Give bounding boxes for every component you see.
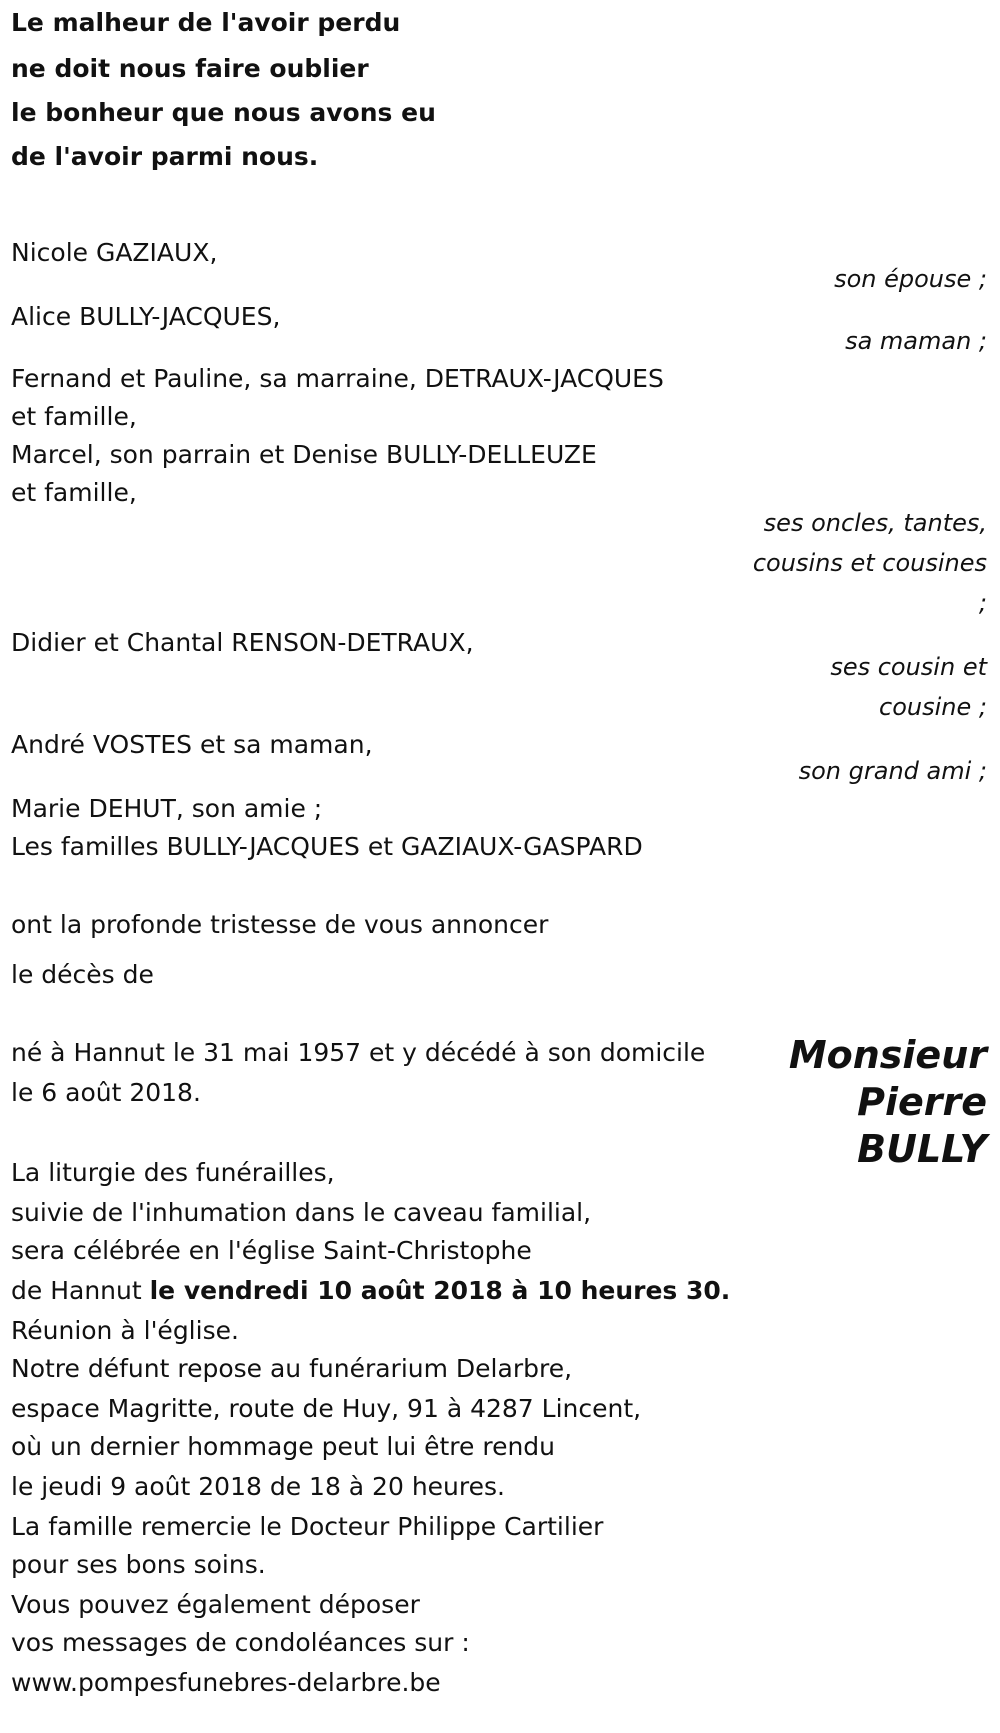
funeral-line-3: sera célébrée en l'église Saint-Christophe — [11, 1236, 532, 1265]
announcement-line-1: ont la profonde tristesse de vous annoncer — [11, 910, 549, 939]
funeral-line-13: vos messages de condoléances sur : — [11, 1628, 470, 1657]
family-nicole: Nicole GAZIAUX, — [11, 238, 218, 267]
family-marcel-line-2: et famille, — [11, 478, 137, 507]
deceased-name — [789, 1032, 987, 1173]
funeral-line-7: espace Magritte, route de Huy, 91 à 4287 Lincent, — [11, 1394, 642, 1423]
deceased-title: Monsieur — [788, 1033, 987, 1077]
funeral-line-11: pour ses bons soins. — [11, 1550, 266, 1579]
epitaph-line-4: de l'avoir parmi nous. — [11, 142, 319, 171]
funeral-line-12: Vous pouvez également déposer — [11, 1590, 420, 1619]
family-didier: Didier et Chantal RENSON-DETRAUX, — [11, 628, 474, 657]
epitaph-line-3: le bonheur que nous avons eu — [11, 98, 436, 127]
funeral-line-6: Notre défunt repose au funérarium Delarbre, — [11, 1354, 573, 1383]
role-cousins-line-1: ses cousin et — [830, 653, 987, 681]
role-uncles-line-2: cousins et cousines — [752, 549, 987, 577]
funeral-line-1: La liturgie des funérailles, — [11, 1158, 335, 1187]
family-alice: Alice BULLY-JACQUES, — [11, 302, 281, 331]
role-friend: son grand ami ; — [798, 757, 987, 785]
announcement-line-2: le décès de — [11, 960, 154, 989]
role-cousins-line-2: cousine ; — [879, 693, 987, 721]
role-uncles-line-3: ; — [978, 589, 987, 617]
epitaph-line-2: ne doit nous faire oublier — [11, 54, 369, 83]
funeral-line-4 — [11, 1276, 730, 1306]
family-andre: André VOSTES et sa maman, — [11, 730, 373, 759]
deceased-last-name: BULLY — [857, 1127, 987, 1171]
family-fernand-line-2: et famille, — [11, 402, 137, 431]
funeral-line-5: Réunion à l'église. — [11, 1316, 239, 1345]
family-families: Les familles BULLY-JACQUES et GAZIAUX-GASPARD — [11, 832, 643, 861]
birth-line-2: le 6 août 2018. — [11, 1078, 201, 1107]
funeral-line-10: La famille remercie le Docteur Philippe Cartilier — [11, 1512, 604, 1541]
family-fernand-line-1: Fernand et Pauline, sa marraine, DETRAUX-JACQUES — [11, 364, 664, 393]
role-mother: sa maman ; — [845, 327, 987, 355]
birth-line-1: né à Hannut le 31 mai 1957 et y décédé à son domicile — [11, 1038, 706, 1067]
family-marie: Marie DEHUT, son amie ; — [11, 794, 323, 823]
role-spouse: son épouse ; — [834, 265, 987, 293]
funeral-line-9: le jeudi 9 août 2018 de 18 à 20 heures. — [11, 1472, 505, 1501]
role-uncles-line-1: ses oncles, tantes, — [763, 509, 987, 537]
website-link[interactable]: www.pompesfunebres-delarbre.be — [11, 1668, 441, 1697]
funeral-location-prefix: de Hannut — [11, 1276, 150, 1305]
family-marcel-line-1: Marcel, son parrain et Denise BULLY-DELLEUZE — [11, 440, 597, 469]
epitaph-line-1: Le malheur de l'avoir perdu — [11, 8, 401, 37]
funeral-line-8: où un dernier hommage peut lui être rendu — [11, 1432, 556, 1461]
deceased-first-name: Pierre — [857, 1080, 987, 1124]
funeral-line-2: suivie de l'inhumation dans le caveau familial, — [11, 1198, 592, 1227]
funeral-date: le vendredi 10 août 2018 à 10 heures 30. — [149, 1276, 731, 1305]
